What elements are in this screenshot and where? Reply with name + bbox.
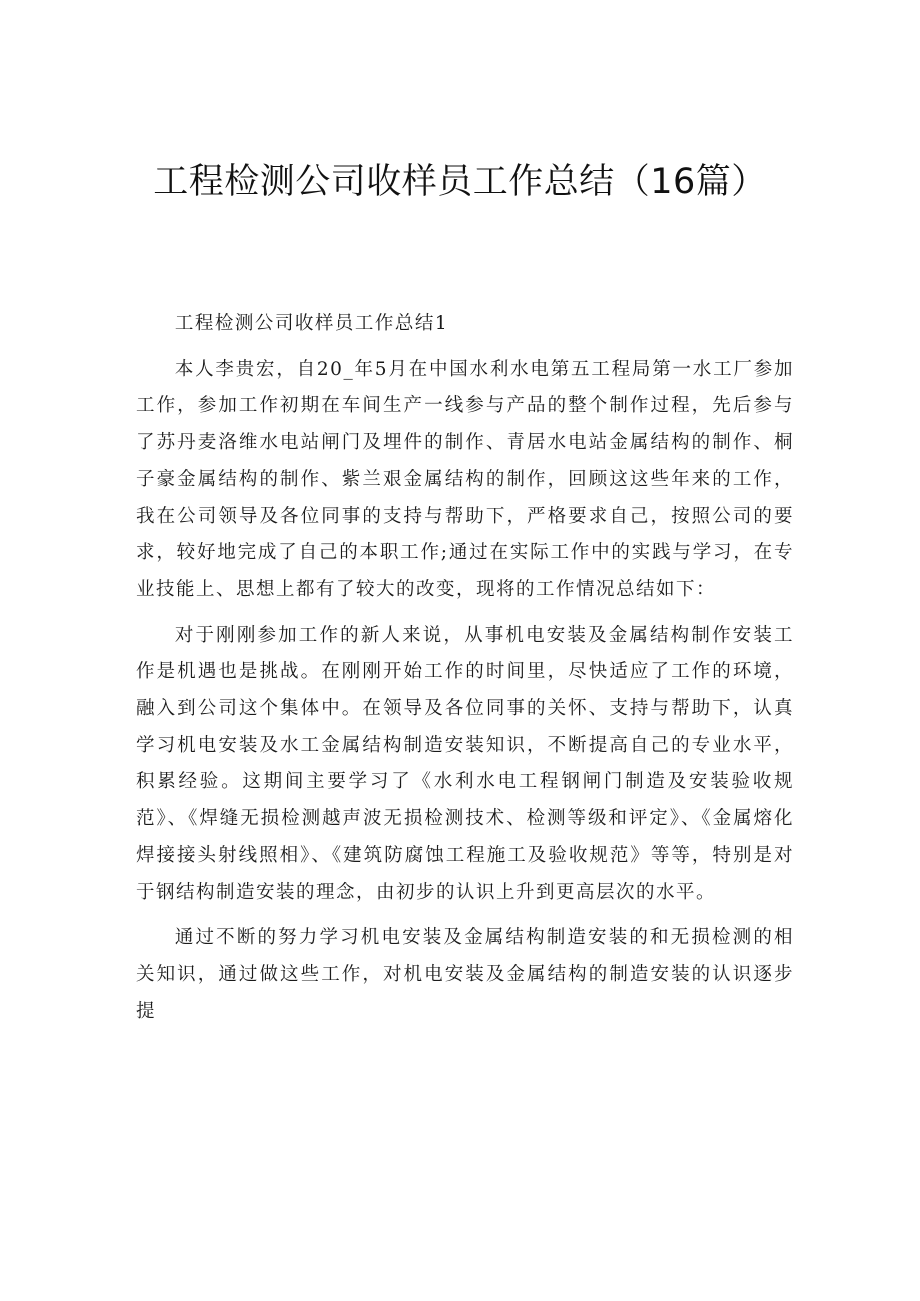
- section-heading: 工程检测公司收样员工作总结1: [174, 313, 449, 334]
- paragraph-3: 通过不断的努力学习机电安装及金属结构制造安装的和无损检测的相关知识，通过做这些工作，对机电安装及金属结构的制造安装的认识逐步提: [136, 927, 794, 1022]
- paragraph-1: 本人李贵宏，自20_年5月在中国水利水电第五工程局第一水工厂参加工作，参加工作初期在车间生产一线参与产品的整个制作过程，先后参与了苏丹麦洛维水电站闸门及埋件的制作、青居水电站金属结构的制作、桐子豪金属结构的制作、紫兰艰金属结构的制作，回顾这这些年来的工作，我在公司领导及各位同事的支持与帮助下，严格要求自己，按照公司的要求，较好地完成了自己的本职工作;通过在实际工作中的实践与学习，在专业技能上、思想上都有了较大的改变，现将的工作情况总结如下：: [136, 358, 794, 600]
- document-title: 工程检测公司收样员工作总结（16篇）: [153, 162, 767, 202]
- document-body: [136, 306, 794, 1030]
- paragraph-2: 对于刚刚参加工作的新人来说，从事机电安装及金属结构制作安装工作是机遇也是挑战。在刚刚开始工作的时间里，尽快适应了工作的环境，融入到公司这个集体中。在领导及各位同事的关怀、支持与帮助下，认真学习机电安装及水工金属结构制造安装知识，不断提高自己的专业水平，积累经验。这期间主要学习了《水利水电工程钢闸门制造及安装验收规范》、《焊缝无损检测越声波无损检测技术、检测等级和评定》、《金属熔化焊接接头射线照相》、《建筑防腐蚀工程施工及验收规范》等等，特别是对于钢结构制造安装的理念，由初步的认识上升到更高层次的水平。: [136, 624, 794, 903]
